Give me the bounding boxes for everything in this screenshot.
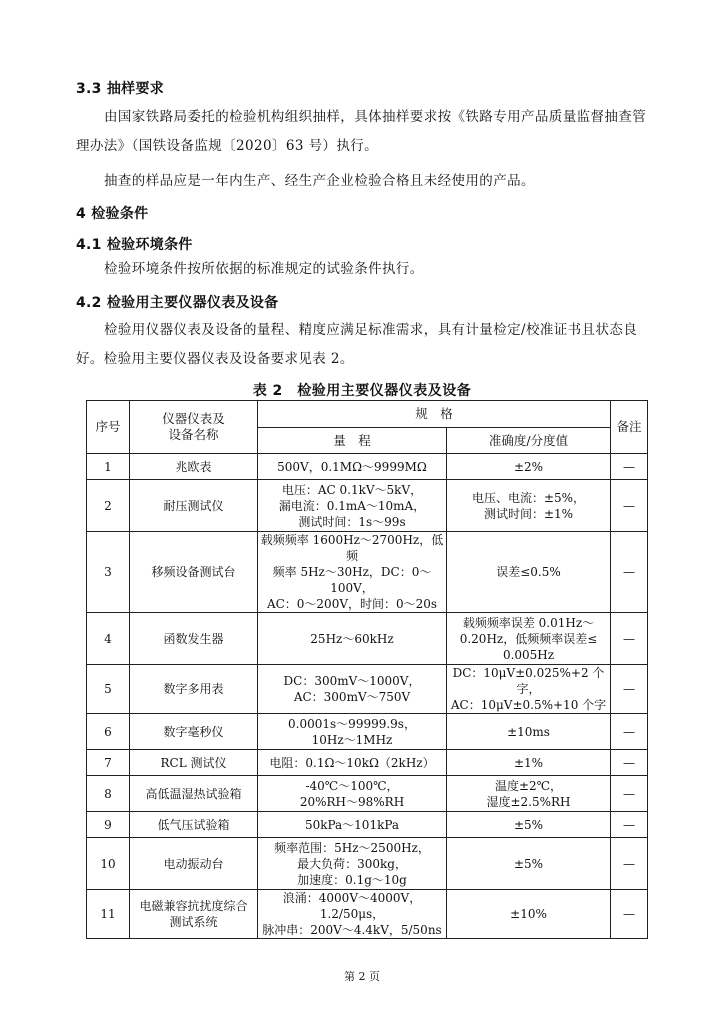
row-seq: 11 xyxy=(87,890,130,939)
row-range: 电压：AC 0.1kV～5kV， 漏电流：0.1mA～10mA， 测试时间：1s～99s xyxy=(258,480,447,532)
row-name: 数字毫秒仪 xyxy=(130,714,258,750)
row-name: 兆欧表 xyxy=(130,454,258,480)
row-name: 耐压测试仪 xyxy=(130,480,258,532)
row-name: 电磁兼容抗扰度综合 测试系统 xyxy=(130,890,258,939)
table-row xyxy=(87,776,648,812)
row-seq: 9 xyxy=(87,812,130,838)
row-remark: — xyxy=(611,812,648,838)
row-remark: — xyxy=(611,480,648,532)
paragraph-sample-condition: 抽查的样品应是一年内生产、经生产企业检验合格且未经使用的产品。 xyxy=(104,173,535,189)
row-seq: 6 xyxy=(87,714,130,750)
row-accuracy: 载频频率误差 0.01Hz～ 0.20Hz，低频频率误差≤ 0.005Hz xyxy=(447,613,611,665)
row-accuracy: DC：10μV±0.025%+2 个字， AC：10μV±0.5%+10 个字 xyxy=(447,665,611,714)
table-row xyxy=(87,480,648,532)
page-number: 第 2 页 xyxy=(344,970,380,983)
header-spec: 规 格 xyxy=(258,401,611,428)
row-range: 500V，0.1MΩ～9999MΩ xyxy=(258,454,447,480)
row-seq: 4 xyxy=(87,613,130,665)
row-remark: — xyxy=(611,890,648,939)
row-range: 载频频率 1600Hz～2700Hz，低频 频率 5Hz～30Hz，DC：0～100V， AC：0～200V，时间：0～20s xyxy=(258,532,447,613)
row-seq: 3 xyxy=(87,532,130,613)
row-remark: — xyxy=(611,613,648,665)
row-accuracy: ±10ms xyxy=(447,714,611,750)
table-row xyxy=(87,812,648,838)
row-range: DC：300mV～1000V， AC：300mV～750V xyxy=(258,665,447,714)
row-name: 函数发生器 xyxy=(130,613,258,665)
row-name: 电动振动台 xyxy=(130,838,258,890)
table-row xyxy=(87,838,648,890)
row-seq: 2 xyxy=(87,480,130,532)
row-accuracy: ±2% xyxy=(447,454,611,480)
row-accuracy: 误差≤0.5% xyxy=(447,532,611,613)
table-row xyxy=(87,750,648,776)
section-heading-4-1: 4.1 检验环境条件 xyxy=(76,237,193,253)
row-remark: — xyxy=(611,532,648,613)
row-seq: 8 xyxy=(87,776,130,812)
row-range: 电阻：0.1Ω～10kΩ（2kHz） xyxy=(258,750,447,776)
paragraph-environment-conditions: 检验环境条件按所依据的标准规定的试验条件执行。 xyxy=(104,261,424,277)
row-range: 频率范围：5Hz～2500Hz， 最大负荷：300kg， 加速度：0.1g～10g xyxy=(258,838,447,890)
table-row xyxy=(87,532,648,613)
section-heading-4: 4 检验条件 xyxy=(76,206,149,222)
row-name: RCL 测试仪 xyxy=(130,750,258,776)
row-range: -40℃～100℃， 20%RH～98%RH xyxy=(258,776,447,812)
row-accuracy: ±5% xyxy=(447,838,611,890)
row-remark: — xyxy=(611,838,648,890)
row-remark: — xyxy=(611,665,648,714)
header-accuracy: 准确度/分度值 xyxy=(447,428,611,454)
header-range: 量 程 xyxy=(258,428,447,454)
row-accuracy: ±1% xyxy=(447,750,611,776)
row-accuracy: 电压、电流：±5%， 测试时间：±1% xyxy=(447,480,611,532)
row-seq: 1 xyxy=(87,454,130,480)
section-heading-3-3: 3.3 抽样要求 xyxy=(76,81,165,97)
table-caption: 表 2 检验用主要仪器仪表及设备 xyxy=(252,383,472,399)
row-name: 移频设备测试台 xyxy=(130,532,258,613)
row-range: 25Hz～60kHz xyxy=(258,613,447,665)
table-row xyxy=(87,454,648,480)
row-range: 0.0001s～99999.9s， 10Hz～1MHz xyxy=(258,714,447,750)
row-seq: 7 xyxy=(87,750,130,776)
table-row xyxy=(87,665,648,714)
row-range: 50kPa～101kPa xyxy=(258,812,447,838)
section-heading-4-2: 4.2 检验用主要仪器仪表及设备 xyxy=(76,295,279,311)
table-row xyxy=(87,890,648,939)
row-range: 浪涌：4000V～4000V，1.2/50μs， 脉冲串：200V～4.4kV，5/50ns xyxy=(258,890,447,939)
table-row xyxy=(87,714,648,750)
row-accuracy: ±10% xyxy=(447,890,611,939)
paragraph-sampling-requirements: 由国家铁路局委托的检验机构组织抽样，具体抽样要求按《铁路专用产品质量监督抽查管理办法》（国铁设备监规〔2020〕63 号）执行。 xyxy=(76,109,647,154)
row-name: 数字多用表 xyxy=(130,665,258,714)
table-row xyxy=(87,613,648,665)
row-remark: — xyxy=(611,776,648,812)
row-remark: — xyxy=(611,750,648,776)
header-name: 仪器仪表及 设备名称 xyxy=(130,401,258,454)
row-seq: 5 xyxy=(87,665,130,714)
row-accuracy: 温度±2℃， 湿度±2.5%RH xyxy=(447,776,611,812)
row-remark: — xyxy=(611,714,648,750)
instrument-table xyxy=(86,400,648,939)
row-name: 高低温湿热试验箱 xyxy=(130,776,258,812)
row-seq: 10 xyxy=(87,838,130,890)
row-accuracy: ±5% xyxy=(447,812,611,838)
row-name: 低气压试验箱 xyxy=(130,812,258,838)
header-seq: 序号 xyxy=(87,401,130,454)
paragraph-instruments: 检验用仪器仪表及设备的量程、精度应满足标准需求，具有计量检定/校准证书且状态良好。检验用主要仪器仪表及设备要求见表 2。 xyxy=(76,322,638,367)
row-remark: — xyxy=(611,454,648,480)
header-remark: 备注 xyxy=(611,401,648,454)
